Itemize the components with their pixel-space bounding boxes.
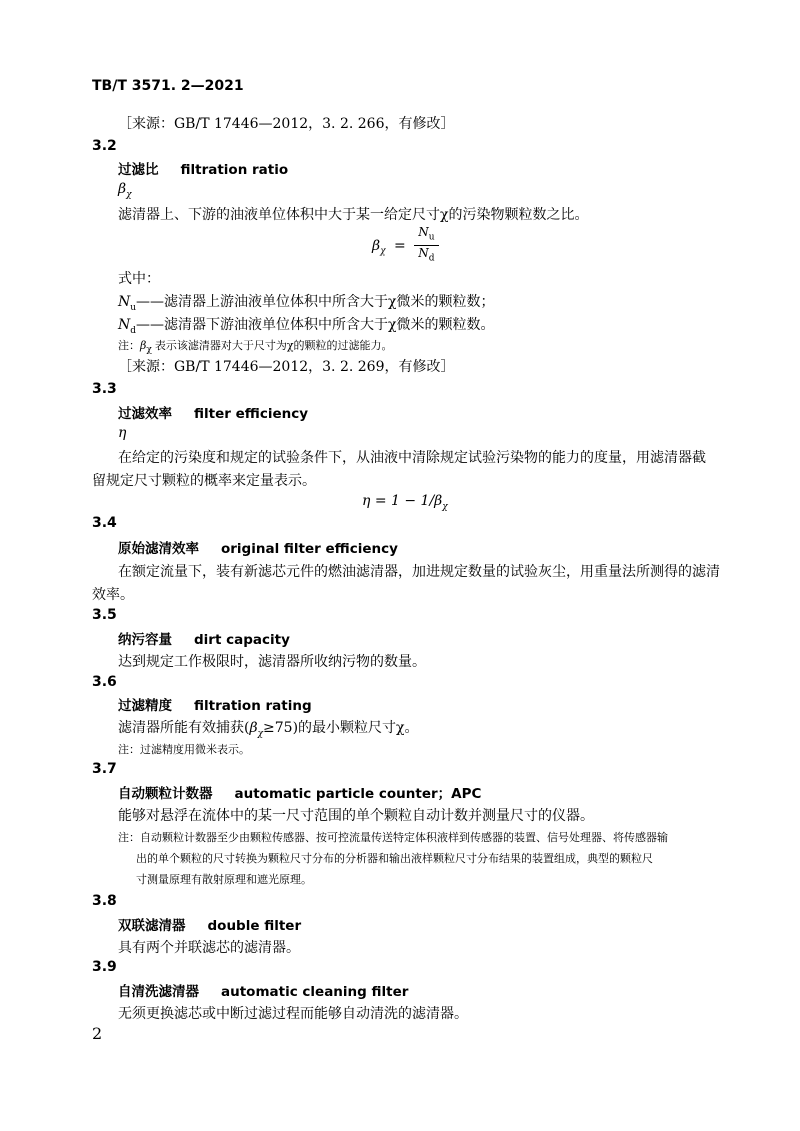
variable-definition [118,291,495,313]
term-zh: 自清洗滤清器 [118,984,199,1000]
term-heading [118,914,301,934]
clause-number: 3.6 [92,674,117,690]
term-heading [118,980,408,1000]
formula-fraction [414,225,438,267]
definition-text: 滤清器所能有效捕获( [118,720,250,736]
term-en: double filter [207,918,302,934]
term-zh: 自动颗粒计数器 [118,786,213,802]
term-zh: 双联滤清器 [118,918,186,934]
term-zh: 原始滤清效率 [118,541,199,557]
source-reference: ［来源：GB/T 17446—2012，3. 2. 269，有修改］ [118,359,455,375]
variable-description: ——滤清器上游油液单位体积中所含大于χ微米的颗粒数； [136,294,495,310]
term-heading [118,402,308,422]
symbol-subscript: χ [126,189,132,200]
note [118,337,393,355]
variable-symbol: N [118,294,131,310]
formula-numerator-sub: u [428,232,435,243]
formula-equals: = [394,237,406,254]
term-definition-line: 留规定尺寸颗粒的概率来定量表示。 [92,473,316,489]
clause-number: 3.9 [92,959,117,975]
term-definition-line: 效率。 [92,587,134,603]
term-symbol: η [118,425,127,441]
term-en: filtration rating [194,698,312,714]
clause-number: 3.2 [92,138,117,154]
variable-subscript: u [130,302,137,313]
clause-number: 3.3 [92,381,117,397]
term-en: filter efficiency [194,406,309,422]
term-en: original filter efficiency [221,541,398,557]
note-line: 注：自动颗粒计数器至少由颗粒传感器、按可控流量传送特定体积液样到传感器的装置、信号处理器、将传感器输 [118,831,668,844]
term-heading [118,628,290,648]
formula-denominator: N [418,246,429,261]
clause-number: 3.4 [92,515,117,531]
where-label: 式中： [118,271,160,287]
term-symbol [118,181,132,200]
term-heading [118,537,398,557]
formula-lhs: β [372,237,381,254]
term-en: filtration ratio [180,162,289,178]
term-zh: 过滤效率 [118,406,172,422]
clause-number: 3.5 [92,607,117,623]
term-en: automatic particle counter；APC [234,786,482,802]
definition-symbol-sub: χ [257,728,264,739]
term-heading [118,782,481,802]
term-zh: 过滤精度 [118,698,172,714]
variable-symbol: N [118,317,131,333]
variable-definition [118,314,495,336]
term-en: automatic cleaning filter [221,984,409,1000]
clause-number: 3.7 [92,761,117,777]
formula-denominator-sub: d [428,253,435,264]
symbol-beta: β [118,181,127,197]
note-line: 寸测量原理有散射原理和遮光原理。 [136,873,312,886]
note-text: 表示该滤清器对大于尺寸为χ的颗粒的过滤能力。 [154,339,393,352]
formula-subscript: χ [442,501,448,512]
page-number: 2 [92,1024,103,1043]
note-symbol-sub: χ [146,345,152,356]
term-definition: 具有两个并联滤芯的滤清器。 [118,940,300,956]
term-heading [118,694,312,714]
standard-number-header: TB/T 3571. 2—2021 [92,78,244,94]
formula-filter-efficiency [362,493,448,512]
term-definition-line: 在给定的污染度和规定的试验条件下，从油液中清除规定试验污染物的能力的度量，用滤清器截 [118,450,706,466]
definition-symbol: β [249,720,258,736]
term-en: dirt capacity [194,632,290,648]
formula-lhs-sub: χ [380,246,386,257]
formula-numerator: N [418,225,429,239]
term-zh: 过滤比 [118,162,159,178]
note: 注：过滤精度用微米表示。 [118,743,250,756]
term-definition: 无须更换滤芯或中断过滤过程而能够自动清洗的滤清器。 [118,1006,468,1022]
note-prefix: 注： [118,339,140,352]
term-definition [118,717,419,739]
clause-number: 3.8 [92,893,117,909]
term-definition-line: 在额定流量下，装有新滤芯元件的燃油滤清器，加进规定数量的试验灰尘，用重量法所测得的滤清 [118,564,720,580]
term-definition: 能够对悬浮在流体中的某一尺寸范围的单个颗粒自动计数并测量尺寸的仪器。 [118,808,594,824]
definition-text: ≥75)的最小颗粒尺寸χ。 [263,720,419,736]
term-definition: 达到规定工作极限时，滤清器所收纳污物的数量。 [118,654,426,670]
term-zh: 纳污容量 [118,632,172,648]
variable-subscript: d [130,325,137,336]
formula-text: η = 1 − 1/β [362,493,443,509]
note-symbol: β [140,339,147,352]
formula-filtration-ratio [372,225,439,267]
source-reference: ［来源：GB/T 17446—2012，3. 2. 266，有修改］ [118,116,455,132]
note-line: 出的单个颗粒的尺寸转换为颗粒尺寸分布的分析器和输出液样颗粒尺寸分布结果的装置组成，典型的颗粒尺 [136,852,653,865]
term-heading [118,158,288,178]
term-definition: 滤清器上、下游的油液单位体积中大于某一给定尺寸χ的污染物颗粒数之比。 [118,207,589,223]
variable-description: ——滤清器下游油液单位体积中所含大于χ微米的颗粒数。 [136,317,495,333]
